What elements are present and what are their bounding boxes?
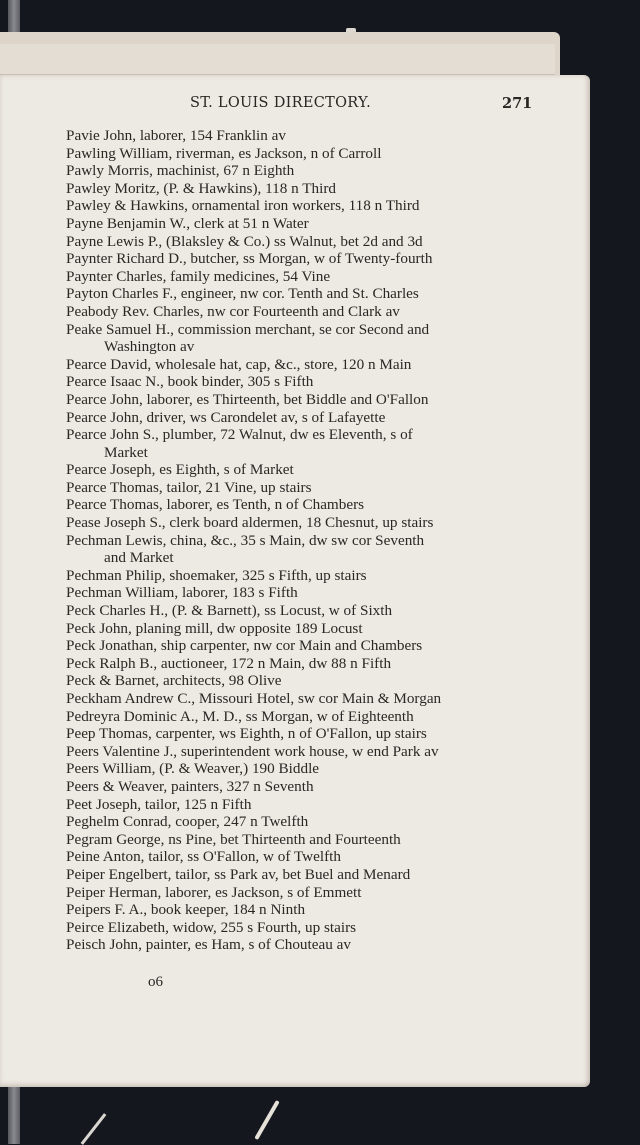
directory-entry [66, 884, 536, 902]
directory-entry [66, 145, 536, 163]
entry-text: Pechman Philip, shoemaker, 325 s Fifth, up stairs [66, 566, 367, 584]
signature-mark: o6 [148, 974, 163, 990]
entry-text: Peirce Elizabeth, widow, 255 s Fourth, up stairs [66, 918, 357, 936]
paper-fragment [81, 1113, 107, 1145]
directory-entry [66, 743, 536, 761]
underlying-page-strip [0, 44, 555, 75]
directory-entry [66, 215, 536, 233]
entry-text: Paynter Richard D., butcher, ss Morgan, w of Twenty-fourth [66, 250, 433, 268]
entry-text: Peck Charles H., (P. & Barnett), ss Locust, w of Sixth [66, 602, 393, 620]
entry-text: Pearce Thomas, tailor, 21 Vine, up stairs [66, 478, 312, 496]
directory-entry [66, 356, 536, 374]
entry-text: Paynter Charles, family medicines, 54 Vine [66, 267, 331, 285]
directory-entry [66, 373, 536, 391]
entry-text: Peers William, (P. & Weaver,) 190 Biddle [66, 760, 320, 778]
directory-entry [66, 602, 536, 620]
directory-entry [66, 866, 536, 884]
entry-text: Pearce John S., plumber, 72 Walnut, dw es Eleventh, s of [66, 426, 413, 444]
directory-entry [66, 250, 536, 268]
entry-text: Peabody Rev. Charles, nw cor Fourteenth and Clark av [66, 302, 400, 320]
directory-entries [66, 127, 536, 954]
entry-text: Payne Lewis P., (Blaksley & Co.) ss Walnut, bet 2d and 3d [66, 232, 423, 250]
directory-entry [66, 496, 536, 514]
directory-entry [66, 796, 536, 814]
entry-text: Peck John, planing mill, dw opposite 189 Locust [66, 619, 363, 637]
entry-text: Payton Charles F., engineer, nw cor. Tenth and St. Charles [66, 285, 419, 303]
directory-entry [66, 655, 536, 673]
paper-fragment [346, 28, 356, 34]
directory-entry [66, 584, 536, 602]
entry-text: Peers Valentine J., superintendent work house, w end Park av [66, 742, 439, 760]
directory-entry [66, 233, 536, 251]
entry-text: Peckham Andrew C., Missouri Hotel, sw cor Main & Morgan [66, 690, 442, 707]
entry-text: Pawling William, riverman, es Jackson, n of Carroll [66, 144, 382, 162]
entry-text: Pawley & Hawkins, ornamental iron workers, 118 n Third [66, 197, 420, 215]
entry-text: Peghelm Conrad, cooper, 247 n Twelfth [66, 813, 309, 831]
entry-text: Pavie John, laborer, 154 Franklin av [66, 127, 286, 144]
directory-entry [66, 180, 536, 198]
directory-entry [66, 514, 536, 532]
directory-entry [66, 760, 536, 778]
entry-text: Peck Ralph B., auctioneer, 172 n Main, dw 88 n Fifth [66, 654, 392, 672]
directory-entry [66, 303, 536, 321]
entry-text: Peck Jonathan, ship carpenter, nw cor Main and Chambers [66, 637, 423, 655]
entry-continuation: Washington av [104, 338, 195, 356]
entry-text: Pearce Joseph, es Eighth, s of Market [66, 461, 294, 479]
directory-entry [66, 426, 536, 461]
entry-text: Pearce John, driver, ws Carondelet av, s of Lafayette [66, 408, 386, 426]
entry-text: Peet Joseph, tailor, 125 n Fifth [66, 795, 252, 813]
entry-text: Peipers F. A., book keeper, 184 n Ninth [66, 901, 306, 919]
directory-entry [66, 725, 536, 743]
running-title: ST. LOUIS DIRECTORY. [190, 95, 371, 111]
entry-text: Peiper Engelbert, tailor, ss Park av, bet Buel and Menard [66, 865, 411, 883]
directory-entry [66, 321, 536, 356]
directory-entry [66, 409, 536, 427]
entry-text: Peep Thomas, carpenter, ws Eighth, n of O'Fallon, up stairs [66, 725, 427, 743]
entry-text: Pearce David, wholesale hat, cap, &c., store, 120 n Main [66, 355, 412, 373]
entry-text: Pedreyra Dominic A., M. D., ss Morgan, w of Eighteenth [66, 707, 414, 725]
entry-text: Pearce Thomas, laborer, es Tenth, n of Chambers [66, 496, 365, 514]
directory-entry [66, 461, 536, 479]
entry-text: Peine Anton, tailor, ss O'Fallon, w of Twelfth [66, 848, 341, 866]
entry-text: Pechman William, laborer, 183 s Fifth [66, 584, 298, 602]
directory-entry [66, 127, 536, 145]
directory-entry [66, 919, 536, 937]
directory-entry [66, 848, 536, 866]
directory-entry [66, 268, 536, 286]
entry-continuation: Market [104, 443, 148, 461]
paper-fragment [254, 1100, 279, 1140]
directory-entry [66, 637, 536, 655]
directory-entry [66, 620, 536, 638]
directory-entry [66, 391, 536, 409]
directory-entry [66, 479, 536, 497]
directory-entry [66, 778, 536, 796]
entry-text: Pechman Lewis, china, &c., 35 s Main, dw sw cor Seventh [66, 531, 425, 549]
entry-text: Pawly Morris, machinist, 67 n Eighth [66, 162, 295, 180]
directory-entry [66, 831, 536, 849]
entry-text: Peers & Weaver, painters, 327 n Seventh [66, 777, 314, 795]
entry-text: Pearce John, laborer, es Thirteenth, bet Biddle and O'Fallon [66, 390, 429, 408]
entry-continuation: and Market [104, 549, 174, 567]
page-number: 271 [502, 95, 533, 112]
directory-entry [66, 708, 536, 726]
entry-text: Peiper Herman, laborer, es Jackson, s of Emmett [66, 883, 362, 901]
entry-text: Payne Benjamin W., clerk at 51 n Water [66, 214, 309, 232]
entry-text: Pegram George, ns Pine, bet Thirteenth and Fourteenth [66, 830, 401, 848]
entry-text: Peisch John, painter, es Ham, s of Chouteau av [66, 936, 351, 954]
directory-entry [66, 901, 536, 919]
entry-text: Peake Samuel H., commission merchant, se cor Second and [66, 320, 430, 338]
entry-text: Peck & Barnet, architects, 98 Olive [66, 672, 282, 690]
directory-entry [66, 813, 536, 831]
directory-entry [66, 936, 536, 954]
entry-text: Pawley Moritz, (P. & Hawkins), 118 n Third [66, 179, 336, 197]
directory-entry [66, 197, 536, 215]
entry-text: Pearce Isaac N., book binder, 305 s Fifth [66, 373, 314, 391]
directory-entry [66, 285, 536, 303]
directory-entry [66, 532, 536, 567]
directory-entry [66, 567, 536, 585]
directory-entry [66, 162, 536, 180]
directory-entry [66, 672, 536, 690]
directory-entry [66, 690, 536, 708]
entry-text: Pease Joseph S., clerk board aldermen, 18 Chesnut, up stairs [66, 514, 434, 532]
